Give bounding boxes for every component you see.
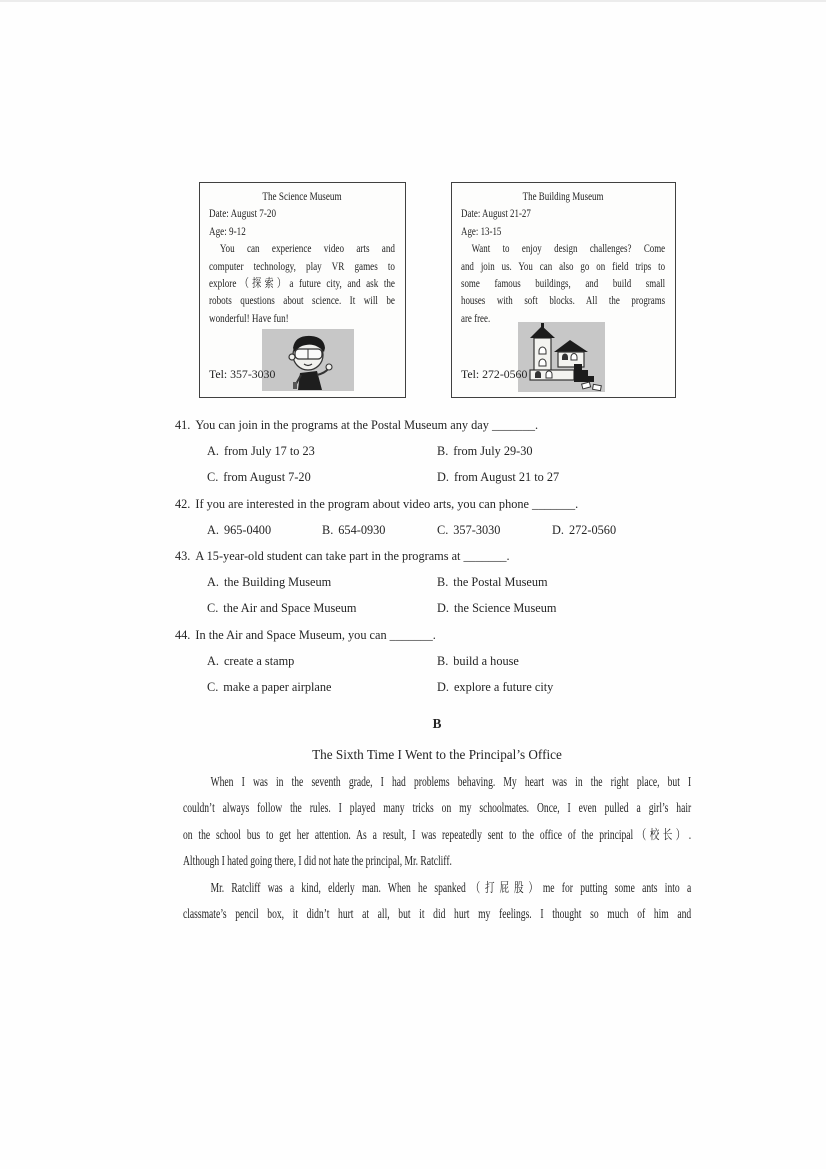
card-date: Date: August 21-27 [461,206,531,221]
question-number: 41. [175,418,191,432]
question-43-option-c: C. the Air and Space Museum [207,601,357,616]
card-body-line: robots questions about science. It will be [209,293,395,308]
question-block [175,412,755,700]
scan-edge-artifact [0,0,826,2]
question-44-option-c: C. make a paper airplane [207,680,332,695]
card-body-line: some famous buildings, and build small [461,276,666,291]
question-stem: If you are interested in the program about video arts, you can phone _______. [195,496,579,511]
question-41-option-a: A. from July 17 to 23 [207,444,315,459]
card-date: Date: August 7-20 [209,206,277,221]
passage-line: Although I hated going there, I did not hate the principal, Mr. Ratcliff. [183,853,452,869]
card-body-line: houses with soft blocks. All the programs [461,293,666,308]
block-castle-illustration [518,322,605,397]
question-41-stem [175,412,755,438]
reading-passage [183,769,691,927]
building-museum-card [451,182,676,398]
card-body-line: wonderful! Have fun! [209,310,289,325]
question-43-stem [175,543,755,569]
card-body-line: are free. [461,310,491,325]
question-44-option-a: A. create a stamp [207,653,295,668]
question-stem: A 15-year-old student can take part in the programs at _______. [195,549,510,564]
card-age: Age: 13-15 [461,223,502,238]
question-number: 44. [175,627,191,642]
question-41-option-c: C. from August 7-20 [207,470,311,485]
card-body-line: and join us. You can also go on field trips to [461,258,666,273]
question-42-option-c: C. 357-3030 [437,522,501,537]
question-43-option-a: A. the Building Museum [207,575,332,590]
question-44-option-d: D. explore a future city [437,680,554,695]
question-number: 43. [175,549,191,564]
card-tel: Tel: 357-3030 [209,367,276,381]
science-museum-card [199,182,406,398]
question-44-option-b: B. build a house [437,653,519,668]
question-number: 42. [175,496,191,511]
question-43-option-b: B. the Postal Museum [437,575,548,590]
card-tel: Tel: 272-0560 [461,367,528,381]
question-44-stem [175,622,755,648]
passage-line: classmate’s pencil box, it didn’t hurt at all, but it did hurt my feelings. I thought so much of him and [183,906,692,922]
card-age: Age: 9-12 [209,223,246,238]
passage-line: When I was in the seventh grade, I had problems behaving. My heart was in the right place, but I [210,774,692,789]
question-42-option-a: A. 965-0400 [207,522,272,537]
card-body-line: explore（探索）a future city, and ask the [209,276,395,291]
card-body-line: You can experience video arts and [219,241,395,256]
question-42-option-b: B. 654-0930 [322,522,386,537]
card-body-line: computer technology, play VR games to [209,258,395,273]
section-b-heading [183,711,691,768]
question-42-stem [175,491,755,517]
question-43-option-d: D. the Science Museum [437,601,557,616]
question-41-option-b: B. from July 29-30 [437,444,533,459]
question-41-option-d: D. from August 21 to 27 [437,470,560,485]
question-42-option-d: D. 272-0560 [552,522,617,537]
section-b-label: B [432,716,442,731]
question-stem: You can join in the programs at the Postal Museum any day _______. [195,418,539,432]
question-stem: In the Air and Space Museum, you can _______. [195,627,436,642]
passage-line: on the school bus to get her attention. As a result, I was repeatedly sent to the office of the principal（校长）. [183,826,692,842]
card-body-line: Want to enjoy design challenges? Come [471,241,666,256]
passage-title: The Sixth Time I Went to the Principal’s Office [312,747,562,762]
vr-boy-illustration [262,329,354,396]
card-title: The Building Museum [522,189,604,203]
passage-line: Mr. Ratcliff was a kind, elderly man. When he spanked（打屁股）me for putting some ants into a [210,879,692,895]
card-title: The Science Museum [262,189,342,203]
passage-line: couldn’t always follow the rules. I played many tricks on my schoolmates. Once, I even pulled a girl’s hair [183,800,692,816]
